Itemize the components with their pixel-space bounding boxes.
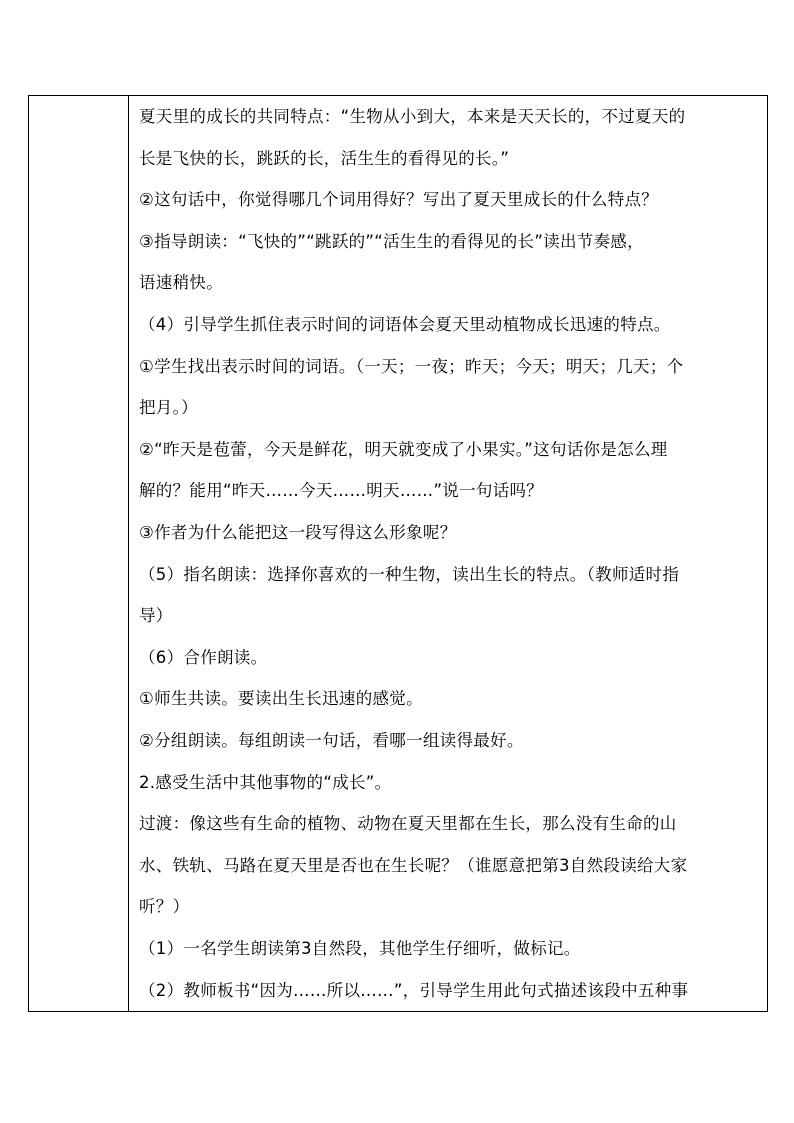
text-line: 把月。） — [139, 398, 198, 417]
text-line: （2）教师板书“因为……所以……”，引导学生用此句式描述该段中五种事 — [139, 981, 689, 1000]
text-line: ①师生共读。要读出生长迅速的感觉。 — [139, 689, 423, 708]
content-cell — [129, 96, 767, 1011]
lesson-plan-table — [28, 95, 768, 1012]
text-line: （1）一名学生朗读第3自然段，其他学生仔细听，做标记。 — [139, 939, 581, 958]
text-line: （6）合作朗读。 — [139, 648, 268, 667]
text-line: 导） — [139, 606, 173, 625]
text-line: ②这句话中，你觉得哪几个词用得好？写出了夏天里成长的什么特点？ — [139, 190, 659, 209]
text-line: （5）指名朗读：选择你喜欢的一种生物，读出生长的特点。（教师适时指 — [139, 565, 680, 584]
text-line: ③指导朗读：“飞快的”“跳跃的”“活生生的看得见的长”读出节奏感， — [139, 232, 644, 251]
text-line: 长是飞快的长，跳跃的长，活生生的看得见的长。” — [139, 149, 510, 168]
text-line: ①学生找出表示时间的词语。（一天；一夜；昨天；今天；明天；几天；个 — [139, 357, 684, 376]
text-line: ②“昨天是苞蕾，今天是鲜花，明天就变成了小果实。”这句话你是怎么理 — [139, 440, 668, 459]
text-line: （4）引导学生抓住表示时间的词语体会夏天里动植物成长迅速的特点。 — [139, 315, 671, 334]
text-line: 过渡：像这些有生命的植物、动物在夏天里都在生长，那么没有生命的山 — [139, 814, 677, 833]
text-line: 夏天里的成长的共同特点：“生物从小到大，本来是天天长的，不过夏天的 — [139, 107, 686, 126]
text-line: 水、铁轨、马路在夏天里是否也在生长呢？（谁愿意把第3自然段读给大家 — [139, 856, 688, 875]
left-column-cell — [29, 96, 129, 1011]
text-line: ③作者为什么能把这一段写得这么形象呢？ — [139, 523, 457, 542]
text-line: 听？） — [139, 897, 190, 916]
text-line: 2.感受生活中其他事物的“成长”。 — [139, 773, 392, 792]
text-line: ②分组朗读。每组朗读一句话，看哪一组读得最好。 — [139, 731, 524, 750]
text-line: 语速稍快。 — [139, 273, 223, 292]
text-line: 解的？能用“昨天……今天……明天……”说一句话吗？ — [139, 481, 544, 500]
